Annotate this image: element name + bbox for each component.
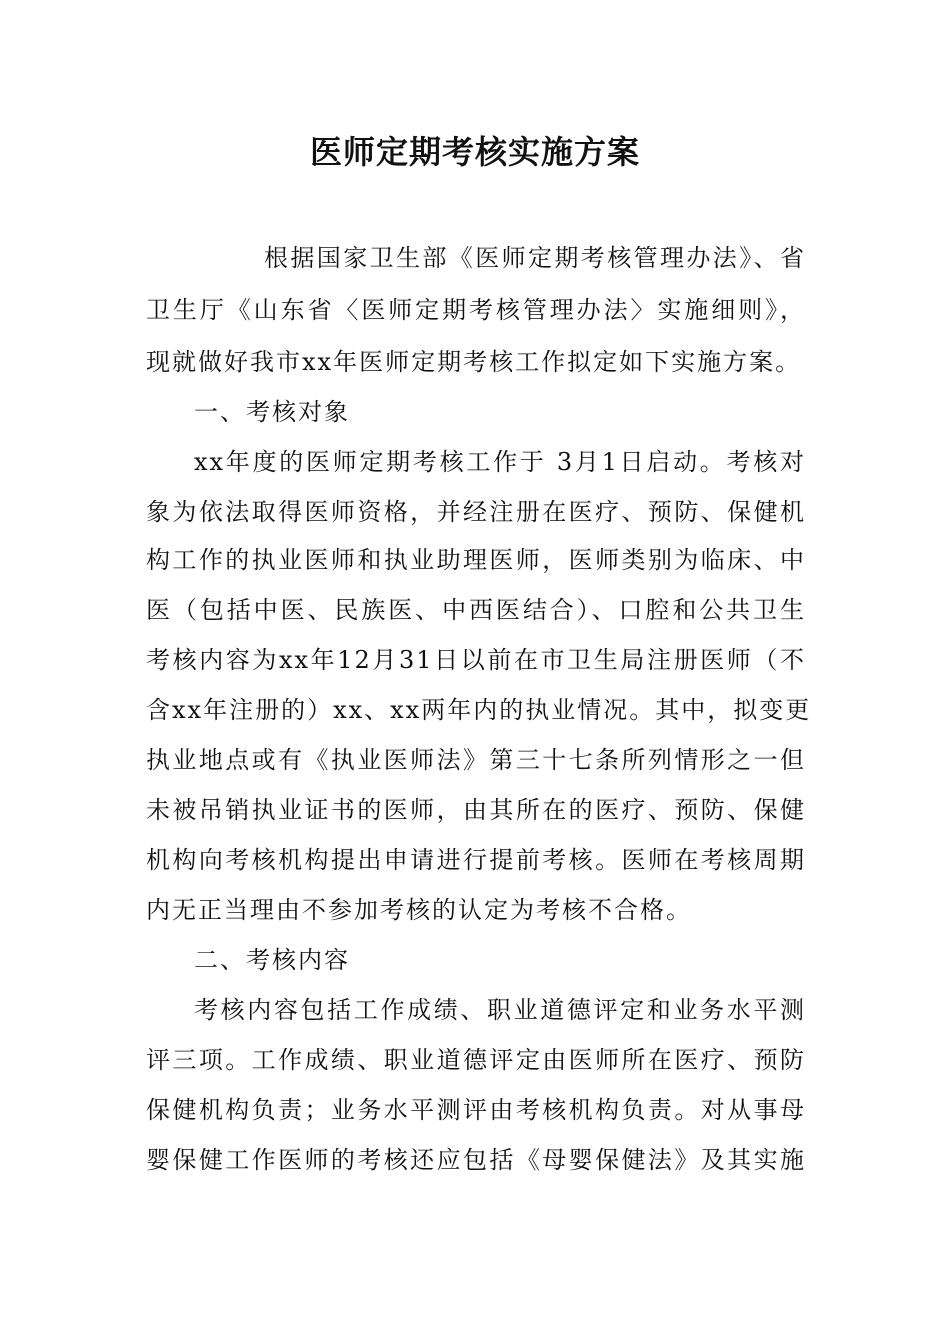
paragraph-line: 未被吊销执业证书的医师，由其所在的医疗、预防、保健 bbox=[146, 796, 806, 824]
paragraph-line: 执业地点或有《执业医师法》第三十七条所列情形之一但 bbox=[146, 746, 806, 774]
paragraph-line: 内无正当理由不参加考核的认定为考核不合格。 bbox=[146, 896, 692, 924]
paragraph-line: 含xx年注册的）xx、xx两年内的执业情况。其中，拟变更 bbox=[146, 696, 812, 724]
paragraph-line: 象为依法取得医师资格，并经注册在医疗、预防、保健机 bbox=[146, 498, 806, 526]
section-heading: 一、考核对象 bbox=[194, 398, 350, 426]
paragraph-line: 根据国家卫生部《医师定期考核管理办法》、省 bbox=[264, 244, 806, 272]
paragraph-line: 医（包括中医、民族医、中西医结合）、口腔和公共卫生 bbox=[146, 596, 806, 624]
paragraph-line: 考核内容为xx年12月31日以前在市卫生局注册医师（不 bbox=[146, 646, 806, 674]
paragraph-line: 婴保健工作医师的考核还应包括《母婴保健法》及其实施 bbox=[146, 1146, 806, 1174]
paragraph-line: 评三项。工作成绩、职业道德评定由医师所在医疗、预防 bbox=[146, 1046, 806, 1074]
document-title: 医师定期考核实施方案 bbox=[309, 133, 640, 171]
paragraph-line: 现就做好我市xx年医师定期考核工作拟定如下实施方案。 bbox=[146, 348, 802, 376]
paragraph-line: 构工作的执业医师和执业助理医师，医师类别为临床、中 bbox=[146, 546, 806, 574]
paragraph-line: xx年度的医师定期考核工作于 3月1日启动。考核对 bbox=[194, 448, 806, 476]
paragraph-line: 机构向考核机构提出申请进行提前考核。医师在考核周期 bbox=[146, 846, 806, 874]
paragraph-line: 保健机构负责；业务水平测评由考核机构负责。对从事母 bbox=[146, 1096, 806, 1124]
paragraph-line: 考核内容包括工作成绩、职业道德评定和业务水平测 bbox=[194, 996, 806, 1024]
section-heading: 二、考核内容 bbox=[194, 946, 350, 974]
paragraph-line: 卫生厅《山东省〈医师定期考核管理办法〉实施细则》， bbox=[146, 296, 806, 324]
